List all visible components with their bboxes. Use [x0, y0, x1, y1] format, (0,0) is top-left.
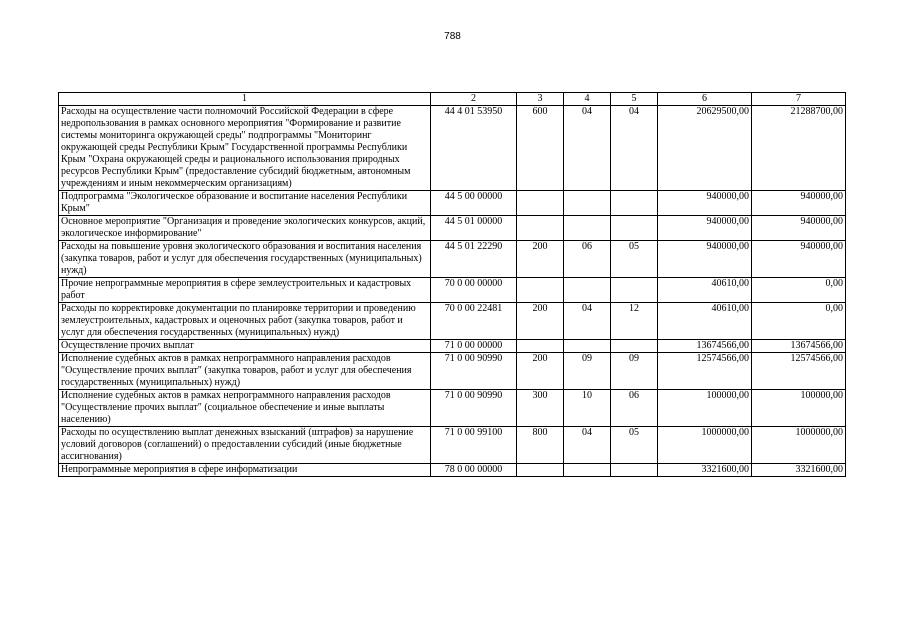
- row-section: 04: [564, 106, 611, 191]
- row-section: 09: [564, 353, 611, 390]
- row-amount-2: 0,00: [752, 303, 846, 340]
- row-subsection: [611, 191, 658, 216]
- row-amount-1: 940000,00: [658, 191, 752, 216]
- row-description: Расходы по корректировке документации по планировке территории и проведению землеустроительных, кадастровых и оценочных работ (закупка товаров, работ и услуг для обеспечения государственных (муниципальных) нужд): [59, 303, 431, 340]
- table-row: [59, 464, 846, 477]
- row-amount-2: 940000,00: [752, 241, 846, 278]
- row-subsection: [611, 340, 658, 353]
- row-section: 04: [564, 303, 611, 340]
- row-section: [564, 216, 611, 241]
- row-expense-type: [517, 191, 564, 216]
- row-description: Расходы на осуществление части полномочий Российской Федерации в сфере недропользования в рамках основного мероприятия "Формирование и развитие системы мониторинга окружающей среды" подпрограммы "Мониторинг окружающей среды Республики Крым" Государственной программы Республики Крым "Охрана окружающей среды и рационального использования природных ресурсов Республики Крым" (предоставление субсидий бюджетным, автономным учреждениям и иным некоммерческим организациям): [59, 106, 431, 191]
- budget-table: [58, 92, 846, 477]
- row-amount-2: 13674566,00: [752, 340, 846, 353]
- row-subsection: 05: [611, 241, 658, 278]
- row-expense-type: [517, 278, 564, 303]
- table-row: [59, 191, 846, 216]
- table-row: [59, 216, 846, 241]
- row-subsection: 12: [611, 303, 658, 340]
- column-header-7: 7: [752, 93, 846, 106]
- table-row: [59, 303, 846, 340]
- row-description: Исполнение судебных актов в рамках непрограммного направления расходов "Осуществление прочих выплат" (социальное обеспечение и иные выплаты населению): [59, 390, 431, 427]
- column-header-2: 2: [431, 93, 517, 106]
- row-amount-1: 13674566,00: [658, 340, 752, 353]
- row-target-article: 70 0 00 00000: [431, 278, 517, 303]
- row-target-article: 70 0 00 22481: [431, 303, 517, 340]
- row-amount-1: 20629500,00: [658, 106, 752, 191]
- row-description: Прочие непрограммные мероприятия в сфере землеустроительных и кадастровых работ: [59, 278, 431, 303]
- row-description: Осуществление прочих выплат: [59, 340, 431, 353]
- row-section: 06: [564, 241, 611, 278]
- column-header-5: 5: [611, 93, 658, 106]
- row-target-article: 71 0 00 90990: [431, 390, 517, 427]
- row-amount-1: 100000,00: [658, 390, 752, 427]
- row-expense-type: 200: [517, 303, 564, 340]
- row-amount-2: 940000,00: [752, 191, 846, 216]
- row-amount-2: 21288700,00: [752, 106, 846, 191]
- row-description: Расходы на повышение уровня экологического образования и воспитания населения (закупка товаров, работ и услуг для обеспечения государственных (муниципальных) нужд): [59, 241, 431, 278]
- table-row: [59, 340, 846, 353]
- row-amount-1: 940000,00: [658, 241, 752, 278]
- row-amount-2: 1000000,00: [752, 427, 846, 464]
- row-description: Подпрограмма "Экологическое образование и воспитание населения Республики Крым": [59, 191, 431, 216]
- row-expense-type: [517, 340, 564, 353]
- row-amount-2: 100000,00: [752, 390, 846, 427]
- row-amount-1: 3321600,00: [658, 464, 752, 477]
- page-number: 788: [444, 31, 461, 42]
- table-row: [59, 241, 846, 278]
- row-amount-1: 40610,00: [658, 303, 752, 340]
- row-expense-type: 200: [517, 353, 564, 390]
- row-amount-2: 0,00: [752, 278, 846, 303]
- row-amount-1: 940000,00: [658, 216, 752, 241]
- column-header-6: 6: [658, 93, 752, 106]
- row-description: Непрограммные мероприятия в сфере информатизации: [59, 464, 431, 477]
- row-target-article: 78 0 00 00000: [431, 464, 517, 477]
- header-row: [59, 93, 846, 106]
- row-amount-1: 12574566,00: [658, 353, 752, 390]
- column-header-1: 1: [59, 93, 431, 106]
- row-expense-type: 600: [517, 106, 564, 191]
- row-description: Расходы по осуществлению выплат денежных взысканий (штрафов) за нарушение условий договоров (соглашений) о предоставлении субсидий (иные бюджетные ассигнования): [59, 427, 431, 464]
- row-section: [564, 278, 611, 303]
- row-amount-2: 940000,00: [752, 216, 846, 241]
- table-row: [59, 390, 846, 427]
- row-expense-type: [517, 464, 564, 477]
- row-target-article: 71 0 00 90990: [431, 353, 517, 390]
- row-target-article: 71 0 00 99100: [431, 427, 517, 464]
- row-expense-type: 200: [517, 241, 564, 278]
- row-amount-2: 3321600,00: [752, 464, 846, 477]
- row-amount-1: 40610,00: [658, 278, 752, 303]
- row-description: Основное мероприятие "Организация и проведение экологических конкурсов, акций, экологическое информирование": [59, 216, 431, 241]
- row-amount-2: 12574566,00: [752, 353, 846, 390]
- row-section: 10: [564, 390, 611, 427]
- row-section: [564, 191, 611, 216]
- table-row: [59, 278, 846, 303]
- row-amount-1: 1000000,00: [658, 427, 752, 464]
- row-target-article: 44 5 01 00000: [431, 216, 517, 241]
- row-section: [564, 340, 611, 353]
- row-section: 04: [564, 427, 611, 464]
- row-section: [564, 464, 611, 477]
- row-target-article: 44 5 00 00000: [431, 191, 517, 216]
- row-target-article: 44 4 01 53950: [431, 106, 517, 191]
- row-subsection: [611, 464, 658, 477]
- row-subsection: 06: [611, 390, 658, 427]
- row-expense-type: 800: [517, 427, 564, 464]
- row-target-article: 71 0 00 00000: [431, 340, 517, 353]
- row-subsection: 05: [611, 427, 658, 464]
- column-header-3: 3: [517, 93, 564, 106]
- row-expense-type: 300: [517, 390, 564, 427]
- row-description: Исполнение судебных актов в рамках непрограммного направления расходов "Осуществление прочих выплат" (закупка товаров, работ и услуг для обеспечения государственных (муниципальных) нужд): [59, 353, 431, 390]
- row-subsection: [611, 278, 658, 303]
- row-subsection: 09: [611, 353, 658, 390]
- table-row: [59, 106, 846, 191]
- table-row: [59, 353, 846, 390]
- row-subsection: [611, 216, 658, 241]
- table-row: [59, 427, 846, 464]
- row-expense-type: [517, 216, 564, 241]
- row-subsection: 04: [611, 106, 658, 191]
- row-target-article: 44 5 01 22290: [431, 241, 517, 278]
- column-header-4: 4: [564, 93, 611, 106]
